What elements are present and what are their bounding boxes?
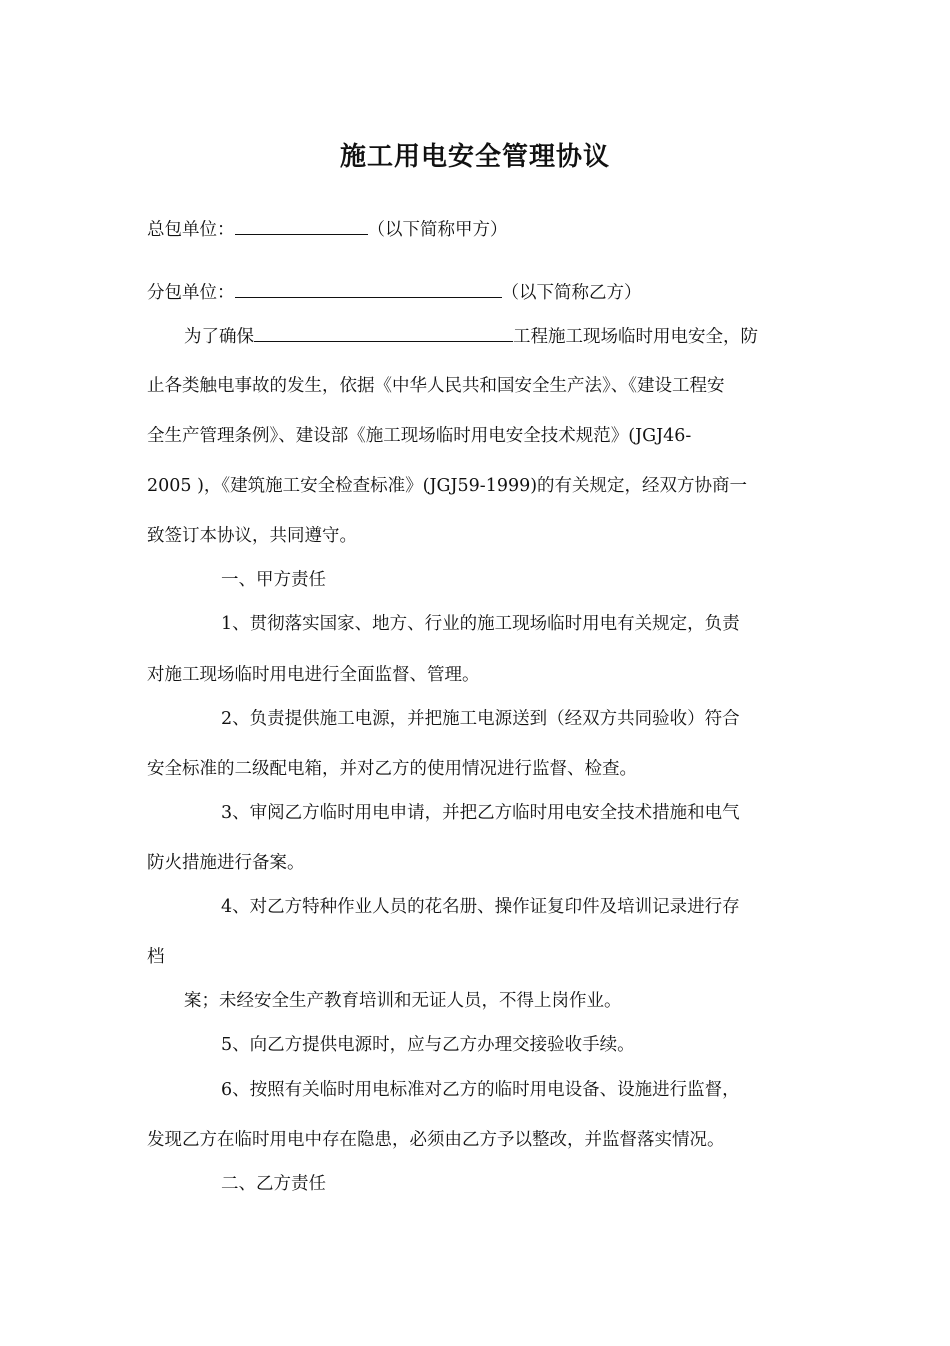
project-name-blank[interactable] (254, 323, 513, 342)
party-b-line (147, 279, 642, 305)
party-a-label: 总包单位： (147, 220, 235, 240)
party-a-blank[interactable] (235, 216, 368, 235)
item-4-line-3: 案；未经安全生产教育培训和无证人员，不得上岗作业。 (184, 991, 622, 1011)
intro-line-1 (184, 323, 758, 349)
intro-prefix: 为了确保 (184, 327, 254, 347)
item-2-line-2: 安全标准的二级配电箱，并对乙方的使用情况进行监督、检查。 (147, 759, 637, 779)
intro-line-2: 止各类触电事故的发生，依据《中华人民共和国安全生产法》、《建设工程安 (147, 376, 725, 396)
party-a-suffix: （以下简称甲方） (367, 220, 508, 240)
item-4-line-2: 档 (147, 947, 165, 967)
item-6-line-1: 6、按照有关临时用电标准对乙方的临时用电设备、设施进行监督， (221, 1080, 740, 1100)
item-1-line-1: 1、贯彻落实国家、地方、行业的施工现场临时用电有关规定，负责 (221, 614, 740, 634)
intro-line-1-suffix: 工程施工现场临时用电安全，防 (513, 327, 758, 347)
intro-line-3: 全生产管理条例》、建设部《施工现场临时用电安全技术规范》(JGJ46- (147, 426, 692, 446)
item-5-line-1: 5、向乙方提供电源时，应与乙方办理交接验收手续。 (221, 1035, 635, 1055)
party-b-blank[interactable] (235, 279, 502, 298)
section-2-heading: 二、乙方责任 (221, 1174, 326, 1194)
item-3-line-2: 防火措施进行备案。 (147, 853, 305, 873)
section-1-heading: 一、甲方责任 (221, 570, 326, 590)
intro-line-4: 2005 )，《建筑施工安全检查标准》(JGJ59-1999)的有关规定，经双方协商一 (147, 476, 748, 496)
intro-line-5: 致签订本协议，共同遵守。 (147, 526, 357, 546)
item-2-line-1: 2、负责提供施工电源，并把施工电源送到（经双方共同验收）符合 (221, 709, 740, 729)
item-1-line-2: 对施工现场临时用电进行全面监督、管理。 (147, 665, 480, 685)
party-b-label: 分包单位： (147, 283, 235, 303)
document-title: 施工用电安全管理协议 (339, 142, 610, 172)
party-a-line (147, 216, 508, 242)
party-b-suffix: （以下简称乙方） (501, 283, 642, 303)
item-6-line-2: 发现乙方在临时用电中存在隐患，必须由乙方予以整改，并监督落实情况。 (147, 1130, 725, 1150)
item-3-line-1: 3、审阅乙方临时用电申请，并把乙方临时用电安全技术措施和电气 (221, 803, 740, 823)
item-4-line-1: 4、对乙方特种作业人员的花名册、操作证复印件及培训记录进行存 (221, 897, 740, 917)
